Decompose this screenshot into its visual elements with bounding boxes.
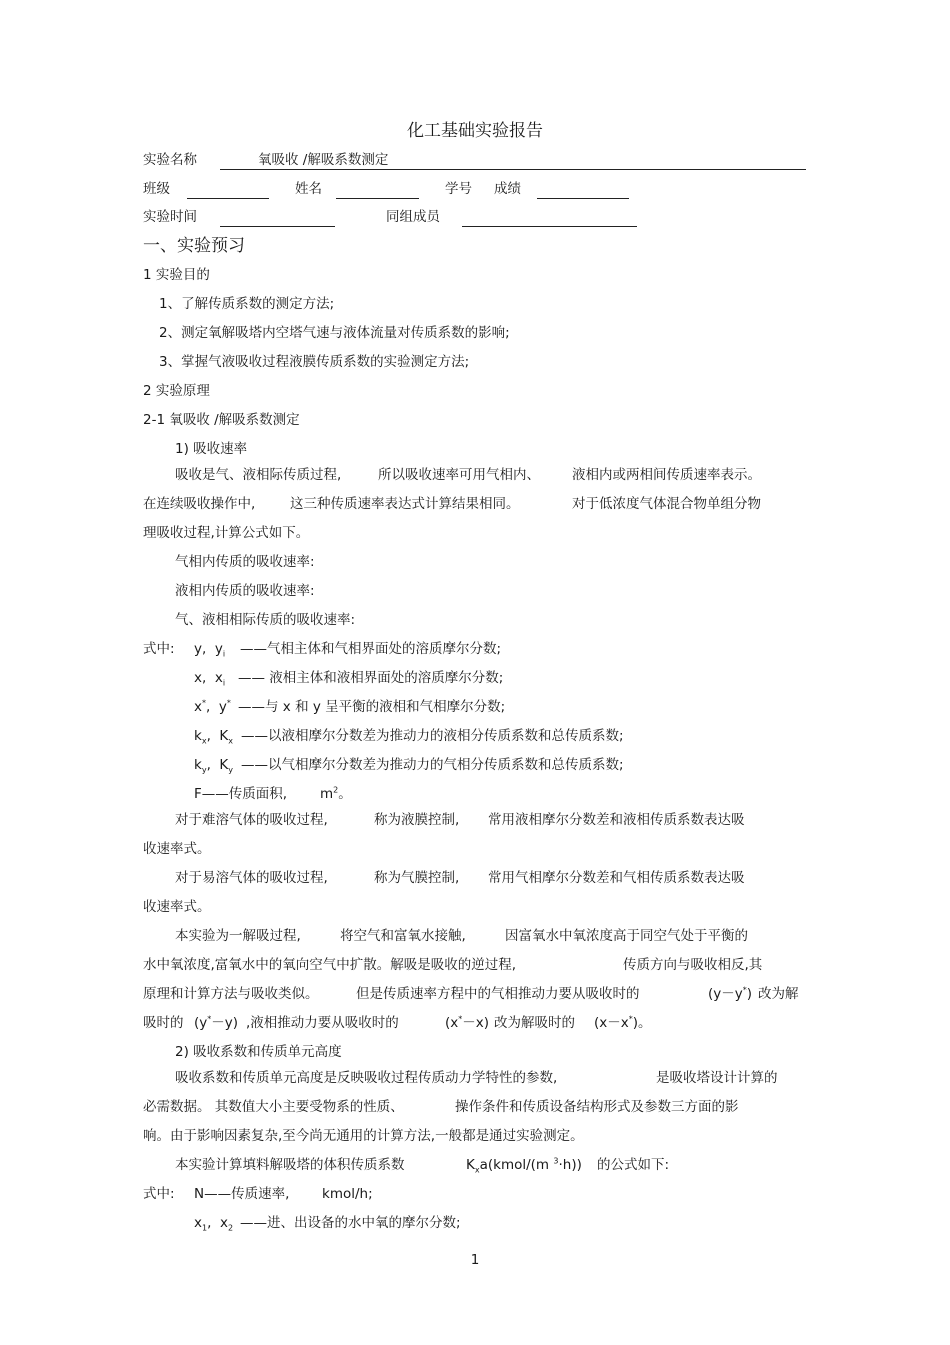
subsection-principle: 2 实验原理 [143, 383, 210, 399]
symbol-x: x, $x_i$ [194, 670, 226, 688]
formula-liquid-desorption: (x－x*)。 [594, 1014, 652, 1031]
experiment-name-label: 实验名称 [143, 152, 197, 168]
paragraph-line: 改为解吸时的 [494, 1015, 575, 1031]
paragraph-line: 理吸收过程,计算公式如下。 [143, 525, 310, 541]
student-id-label: 学号 [445, 181, 472, 197]
definition-ky: ——以气相摩尔分数差为推动力的气相分传质系数和总传质系数; [241, 757, 624, 773]
paragraph-line: 所以吸收速率可用气相内、 [378, 467, 540, 483]
class-label: 班级 [143, 181, 170, 197]
paragraph-line: 这三种传质速率表达式计算结果相同。 [290, 496, 520, 512]
paragraph-line: 在连续吸收操作中, [143, 496, 256, 512]
paragraph-line: 对于低浓度气体混合物单组分物 [572, 496, 761, 512]
definition-x1-x2: ——进、出设备的水中氧的摩尔分数; [240, 1215, 461, 1231]
paragraph-line: 对于易溶气体的吸收过程, [175, 870, 328, 886]
paragraph-line: 本实验为一解吸过程, [175, 928, 301, 944]
student-name-field-line [336, 198, 419, 199]
where-label-2: 式中: [143, 1186, 175, 1202]
paragraph-line: 吸收是气、液相际传质过程, [175, 467, 342, 483]
coefficient-title: 2) 吸收系数和传质单元高度 [175, 1044, 342, 1060]
section-heading: 一、实验预习 [143, 236, 245, 256]
symbol-kx: $k_x$, $K_x$ [194, 728, 234, 746]
experiment-name-value: 氧吸收 /解吸系数测定 [258, 152, 389, 168]
goal-1: 1、了解传质系数的测定方法; [159, 296, 335, 312]
paragraph-line: 本实验计算填料解吸塔的体积传质系数 [175, 1157, 405, 1173]
formula-gas-desorption: (y*－y) [194, 1014, 239, 1031]
liquid-phase-rate: 液相内传质的吸收速率: [175, 583, 315, 599]
paragraph-line: 常用液相摩尔分数差和液相传质系数表达吸 [488, 812, 745, 828]
paragraph-line: 是吸收塔设计计算的 [656, 1070, 778, 1086]
where-label: 式中: [143, 641, 175, 657]
experiment-name-line [220, 169, 806, 170]
definition-n: N——传质速率, [194, 1186, 290, 1202]
paragraph-line: 操作条件和传质设备结构形式及参数三方面的影 [455, 1099, 739, 1115]
student-name-label: 姓名 [295, 181, 322, 197]
definition-kx: ——以液相摩尔分数差为推动力的液相分传质系数和总传质系数; [241, 728, 624, 744]
absorption-rate-title: 1) 吸收速率 [175, 441, 248, 457]
paragraph-line: 但是传质速率方程中的气相推动力要从吸收时的 [356, 986, 640, 1002]
paragraph-line: 响。由于影响因素复杂,至今尚无通用的计算方法,一般都是通过实验测定。 [143, 1128, 584, 1144]
goal-3: 3、掌握气液吸收过程液膜传质系数的实验测定方法; [159, 354, 470, 370]
paragraph-line: 必需数据。 其数值大小主要受物系的性质、 [143, 1099, 404, 1115]
symbol-y: y, $y_i$ [194, 641, 226, 659]
paragraph-line: 因富氧水中氧浓度高于同空气处于平衡的 [505, 928, 748, 944]
formula-liquid-driving-force: (x*－x) [445, 1014, 490, 1031]
interphase-rate: 气、液相相际传质的吸收速率: [175, 612, 356, 628]
symbol-equilibrium: x*, y* [194, 698, 231, 715]
score-field-line [537, 198, 629, 199]
report-title: 化工基础实验报告 [407, 121, 543, 141]
definition-area: F——传质面积, [194, 786, 288, 802]
paragraph-line: 传质方向与吸收相反,其 [623, 957, 763, 973]
n-unit: kmol/h; [322, 1186, 373, 1202]
gas-phase-rate: 气相内传质的吸收速率: [175, 554, 315, 570]
time-field-line [220, 226, 335, 227]
paragraph-line: 吸时的 [143, 1015, 184, 1031]
formula-kxa-unit: $K_xa(kmol/(m$ $^3$·h)) [466, 1156, 582, 1175]
definition-equilibrium: ——与 x 和 y 呈平衡的液相和气相摩尔分数; [238, 699, 506, 715]
subsection-2-1: 2-1 氧吸收 /解吸系数测定 [143, 412, 300, 428]
paragraph-line: 收速率式。 [143, 841, 211, 857]
paragraph-line: 原理和计算方法与吸收类似。 [143, 986, 319, 1002]
definition-y: ——气相主体和气相界面处的溶质摩尔分数; [240, 641, 502, 657]
group-field-line [462, 226, 637, 227]
paragraph-line: 称为气膜控制, [374, 870, 460, 886]
goal-2: 2、测定氧解吸塔内空塔气速与液体流量对传质系数的影响; [159, 325, 510, 341]
paragraph-line: 对于难溶气体的吸收过程, [175, 812, 328, 828]
class-field-line [187, 198, 269, 199]
paragraph-line: 液相内或两相间传质速率表示。 [572, 467, 761, 483]
area-unit: $m^2$。 [320, 785, 352, 802]
symbol-x1-x2: $x_1$, $x_2$ [194, 1215, 234, 1233]
group-label: 同组成员 [386, 209, 440, 225]
formula-gas-driving-force: (y－y*) [708, 985, 753, 1002]
paragraph-line: 常用气相摩尔分数差和气相传质系数表达吸 [488, 870, 745, 886]
time-label: 实验时间 [143, 209, 197, 225]
definition-x: —— 液相主体和液相界面处的溶质摩尔分数; [238, 670, 504, 686]
subsection-purpose: 1 实验目的 [143, 267, 210, 283]
paragraph-line: 吸收系数和传质单元高度是反映吸收过程传质动力学特性的参数, [175, 1070, 558, 1086]
paragraph-line: 改为解 [758, 986, 799, 1002]
page-number: 1 [470, 1252, 480, 1268]
paragraph-line: ,液相推动力要从吸收时的 [246, 1015, 399, 1031]
score-label: 成绩 [494, 181, 521, 197]
paragraph-line: 收速率式。 [143, 899, 211, 915]
symbol-ky: $k_y$, $K_y$ [194, 757, 234, 775]
paragraph-line: 水中氧浓度,富氧水中的氧向空气中扩散。解吸是吸收的逆过程, [143, 957, 517, 973]
paragraph-line: 将空气和富氧水接触, [340, 928, 466, 944]
paragraph-line: 的公式如下: [597, 1157, 670, 1173]
paragraph-line: 称为液膜控制, [374, 812, 460, 828]
